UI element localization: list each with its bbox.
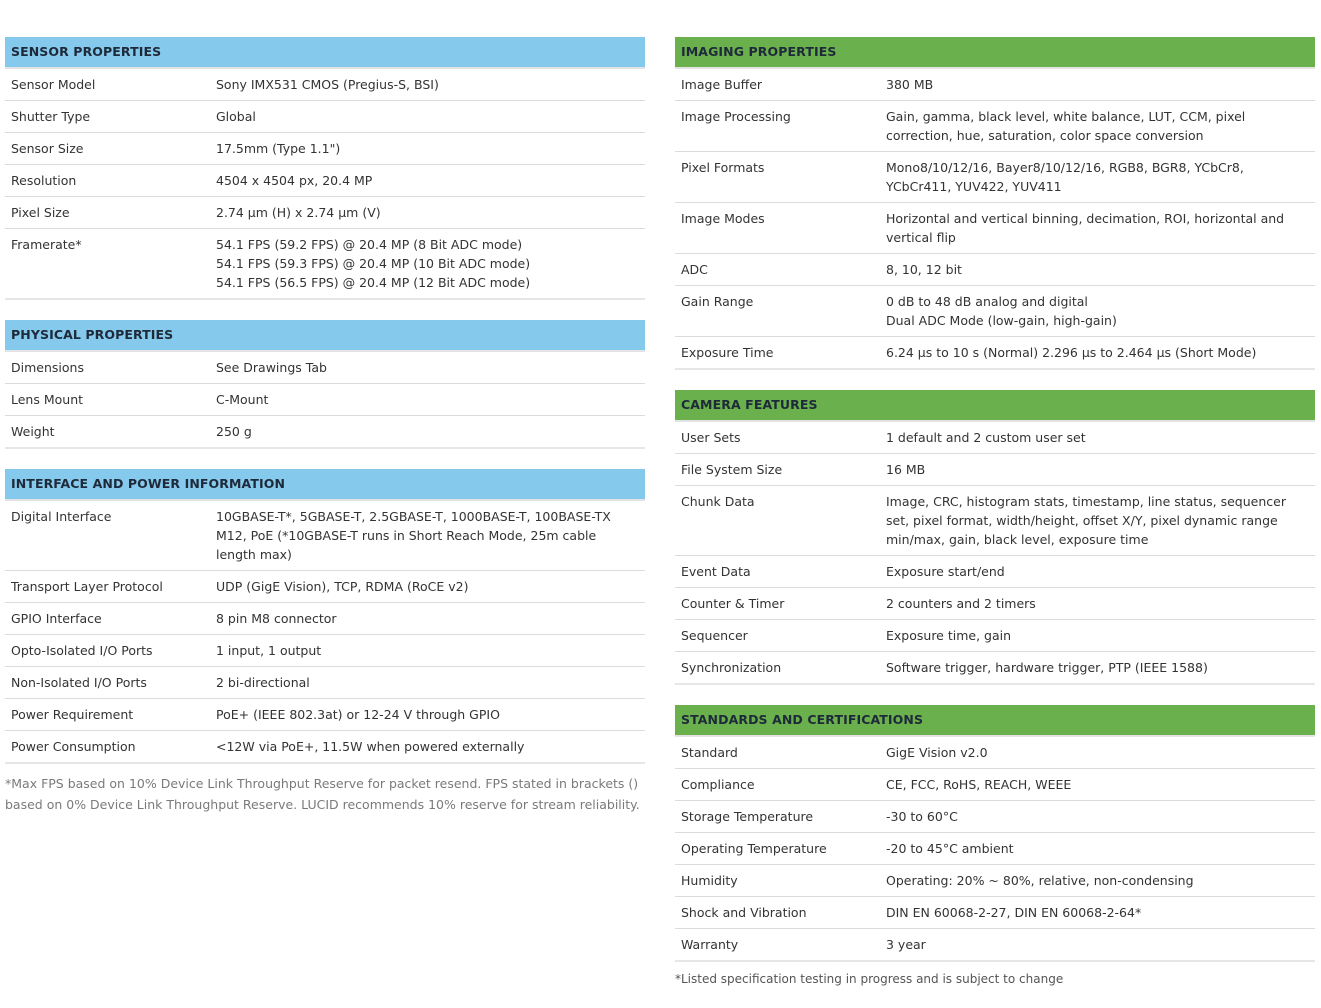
standards-certifications-section	[675, 705, 1315, 962]
spec-value	[886, 286, 1315, 336]
spec-rows	[675, 422, 1315, 685]
spec-value	[216, 635, 645, 666]
spec-row	[5, 571, 645, 603]
spec-value-text: Exposure time, gain	[886, 628, 1012, 643]
spec-row	[5, 197, 645, 229]
spec-value	[886, 337, 1315, 368]
spec-row	[675, 556, 1315, 588]
spec-row	[5, 352, 645, 384]
spec-value	[216, 571, 645, 602]
spec-value-text: See Drawings Tab	[216, 360, 327, 375]
spec-label: Sensor Model	[11, 77, 96, 92]
spec-value-text: CE, FCC, RoHS, REACH, WEEE	[886, 777, 1072, 792]
right-column	[675, 37, 1315, 982]
spec-row	[675, 833, 1315, 865]
spec-value	[216, 501, 645, 570]
spec-value	[886, 254, 1315, 285]
spec-label: Pixel Size	[11, 205, 70, 220]
spec-label: Shutter Type	[11, 109, 91, 124]
spec-value	[216, 384, 645, 415]
spec-value-text: C-Mount	[216, 392, 269, 407]
spec-label: Warranty	[681, 937, 739, 952]
spec-row	[5, 69, 645, 101]
spec-label: Chunk Data	[681, 494, 755, 509]
spec-value	[886, 486, 1315, 555]
spec-value	[216, 69, 645, 100]
spec-row	[675, 588, 1315, 620]
spec-label: Sensor Size	[11, 141, 84, 156]
testing-footnote: *Listed specification testing in progress and is subject to change	[675, 972, 1064, 986]
spec-row	[675, 286, 1315, 337]
spec-value-text: 17.5mm (Type 1.1")	[216, 141, 341, 156]
spec-value-text: Software trigger, hardware trigger, PTP (IEEE 1588)	[886, 660, 1208, 675]
spec-row	[5, 101, 645, 133]
spec-row	[675, 337, 1315, 370]
spec-label: Standard	[681, 745, 738, 760]
spec-label: Gain Range	[681, 294, 754, 309]
spec-value-text: 6.24 μs to 10 s (Normal) 2.296 μs to 2.464 μs (Short Mode)	[886, 345, 1257, 360]
spec-value-text: Image, CRC, histogram stats, timestamp, line status, sequencer set, pixel format, width/height, offset X/Y, pixel dynamic range min/max, gain, black level, exposure time	[886, 494, 1286, 547]
spec-value-text: 4504 x 4504 px, 20.4 MP	[216, 173, 373, 188]
spec-value	[886, 897, 1315, 928]
spec-value	[886, 69, 1315, 100]
physical-properties-section	[5, 320, 645, 449]
spec-label: Lens Mount	[11, 392, 84, 407]
spec-row	[675, 801, 1315, 833]
spec-row	[675, 929, 1315, 962]
spec-value-text: -20 to 45°C ambient	[886, 841, 1014, 856]
spec-label: Exposure Time	[681, 345, 774, 360]
spec-value-text: UDP (GigE Vision), TCP, RDMA (RoCE v2)	[216, 579, 469, 594]
section-title: STANDARDS AND CERTIFICATIONS	[675, 705, 1315, 737]
spec-row	[5, 731, 645, 764]
spec-row	[675, 620, 1315, 652]
spec-label: Sequencer	[681, 628, 748, 643]
spec-value-text: GigE Vision v2.0	[886, 745, 988, 760]
spec-value-text: -30 to 60°C	[886, 809, 958, 824]
spec-value	[886, 152, 1315, 202]
spec-label: Pixel Formats	[681, 160, 765, 175]
spec-row	[675, 101, 1315, 152]
spec-label: Transport Layer Protocol	[11, 579, 163, 594]
spec-value-text: Operating: 20% ~ 80%, relative, non-condensing	[886, 873, 1194, 888]
spec-row	[675, 486, 1315, 556]
spec-rows	[675, 69, 1315, 370]
spec-value	[216, 699, 645, 730]
spec-value	[216, 667, 645, 698]
spec-value-text: Gain, gamma, black level, white balance, LUT, CCM, pixel correction, hue, saturation, color space conversion	[886, 109, 1246, 143]
spec-rows	[5, 69, 645, 300]
spec-row	[675, 254, 1315, 286]
spec-row	[5, 133, 645, 165]
spec-value	[886, 865, 1315, 896]
spec-row	[5, 165, 645, 197]
spec-value-text: PoE+ (IEEE 802.3at) or 12-24 V through GPIO	[216, 707, 500, 722]
spec-label: Power Consumption	[11, 739, 136, 754]
spec-value-text: 16 MB	[886, 462, 926, 477]
spec-label: Humidity	[681, 873, 738, 888]
spec-value	[886, 422, 1315, 453]
spec-row	[5, 603, 645, 635]
spec-label: Compliance	[681, 777, 755, 792]
spec-rows	[675, 737, 1315, 962]
spec-label: Image Buffer	[681, 77, 763, 92]
spec-label: Storage Temperature	[681, 809, 814, 824]
spec-label: ADC	[681, 262, 708, 277]
spec-row	[5, 229, 645, 300]
section-title: SENSOR PROPERTIES	[5, 37, 645, 69]
spec-value-text: Sony IMX531 CMOS (Pregius-S, BSI)	[216, 77, 439, 92]
section-title: CAMERA FEATURES	[675, 390, 1315, 422]
spec-value-text: Global	[216, 109, 256, 124]
spec-value	[216, 101, 645, 132]
spec-label: Power Requirement	[11, 707, 134, 722]
spec-value-text: Mono8/10/12/16, Bayer8/10/12/16, RGB8, BGR8, YCbCr8, YCbCr411, YUV422, YUV411	[886, 160, 1244, 194]
spec-label: Synchronization	[681, 660, 782, 675]
spec-label: File System Size	[681, 462, 783, 477]
spec-value-text: 3 year	[886, 937, 926, 952]
spec-label: Non-Isolated I/O Ports	[11, 675, 147, 690]
spec-value-text: 54.1 FPS (59.2 FPS) @ 20.4 MP (8 Bit ADC mode) 54.1 FPS (59.3 FPS) @ 20.4 MP (10 Bit ADC mode) 54.1 FPS (56.5 FPS) @ 20.4 MP (12 Bit ADC mode)	[216, 237, 531, 290]
spec-row	[675, 69, 1315, 101]
spec-value	[216, 133, 645, 164]
spec-row	[675, 737, 1315, 769]
spec-value-text: Exposure start/end	[886, 564, 1005, 579]
spec-value	[886, 556, 1315, 587]
spec-row	[675, 454, 1315, 486]
spec-value-text: 8 pin M8 connector	[216, 611, 337, 626]
spec-label: Digital Interface	[11, 509, 112, 524]
spec-value-text: 2 counters and 2 timers	[886, 596, 1036, 611]
spec-row	[675, 203, 1315, 254]
spec-value-text: 380 MB	[886, 77, 934, 92]
spec-value	[886, 652, 1315, 683]
spec-value	[886, 929, 1315, 960]
spec-row	[5, 667, 645, 699]
spec-value-text: Horizontal and vertical binning, decimation, ROI, horizontal and vertical flip	[886, 211, 1285, 245]
spec-row	[675, 422, 1315, 454]
spec-value	[216, 197, 645, 228]
spec-row	[675, 897, 1315, 929]
spec-value	[886, 801, 1315, 832]
spec-rows	[5, 352, 645, 449]
interface-power-section	[5, 469, 645, 764]
spec-label: Event Data	[681, 564, 751, 579]
spec-value	[886, 454, 1315, 485]
spec-label: Counter & Timer	[681, 596, 785, 611]
spec-value-text: 10GBASE-T*, 5GBASE-T, 2.5GBASE-T, 1000BASE-T, 100BASE-TX M12, PoE (*10GBASE-T runs in Short Reach Mode, 25m cable length max)	[216, 509, 611, 562]
spec-label: Shock and Vibration	[681, 905, 807, 920]
spec-label: Operating Temperature	[681, 841, 827, 856]
spec-value	[216, 229, 645, 298]
section-title: PHYSICAL PROPERTIES	[5, 320, 645, 352]
section-title: INTERFACE AND POWER INFORMATION	[5, 469, 645, 501]
spec-value	[216, 165, 645, 196]
spec-value-text: 0 dB to 48 dB analog and digital Dual ADC Mode (low-gain, high-gain)	[886, 294, 1117, 328]
spec-row	[675, 769, 1315, 801]
spec-value	[886, 737, 1315, 768]
spec-value	[886, 833, 1315, 864]
section-title: IMAGING PROPERTIES	[675, 37, 1315, 69]
spec-value-text: 8, 10, 12 bit	[886, 262, 962, 277]
spec-label: Opto-Isolated I/O Ports	[11, 643, 153, 658]
spec-label: Weight	[11, 424, 55, 439]
spec-label: Framerate*	[11, 237, 82, 252]
fps-footnote: *Max FPS based on 10% Device Link Throughput Reserve for packet resend. FPS stated in brackets () based on 0% Device Link Throughput Reserve. LUCID recommends 10% reserve for stream reliability.	[5, 776, 640, 812]
spec-row	[5, 635, 645, 667]
spec-value-text: <12W via PoE+, 11.5W when powered externally	[216, 739, 525, 754]
spec-rows	[5, 501, 645, 764]
spec-label: GPIO Interface	[11, 611, 102, 626]
spec-value	[886, 769, 1315, 800]
spec-label: Image Modes	[681, 211, 765, 226]
spec-row	[675, 152, 1315, 203]
spec-value	[886, 203, 1315, 253]
spec-value-text: 2 bi-directional	[216, 675, 310, 690]
camera-features-section	[675, 390, 1315, 685]
spec-value-text: 1 input, 1 output	[216, 643, 322, 658]
spec-row	[5, 501, 645, 571]
spec-row	[5, 699, 645, 731]
spec-value-text: 2.74 μm (H) x 2.74 μm (V)	[216, 205, 381, 220]
spec-row	[675, 865, 1315, 897]
spec-value-text: 1 default and 2 custom user set	[886, 430, 1086, 445]
spec-label: User Sets	[681, 430, 741, 445]
spec-value-text: DIN EN 60068-2-27, DIN EN 60068-2-64*	[886, 905, 1142, 920]
spec-row	[5, 384, 645, 416]
spec-row	[675, 652, 1315, 685]
spec-value-text: 250 g	[216, 424, 252, 439]
imaging-properties-section	[675, 37, 1315, 370]
spec-value	[886, 588, 1315, 619]
spec-row	[5, 416, 645, 449]
sensor-properties-section	[5, 37, 645, 300]
spec-label: Resolution	[11, 173, 77, 188]
spec-value	[216, 352, 645, 383]
spec-label: Image Processing	[681, 109, 791, 124]
spec-value	[886, 620, 1315, 651]
spec-label: Dimensions	[11, 360, 84, 375]
left-column	[5, 37, 645, 784]
spec-value	[216, 416, 645, 447]
spec-value	[216, 603, 645, 634]
spec-value	[886, 101, 1315, 151]
spec-value	[216, 731, 645, 762]
